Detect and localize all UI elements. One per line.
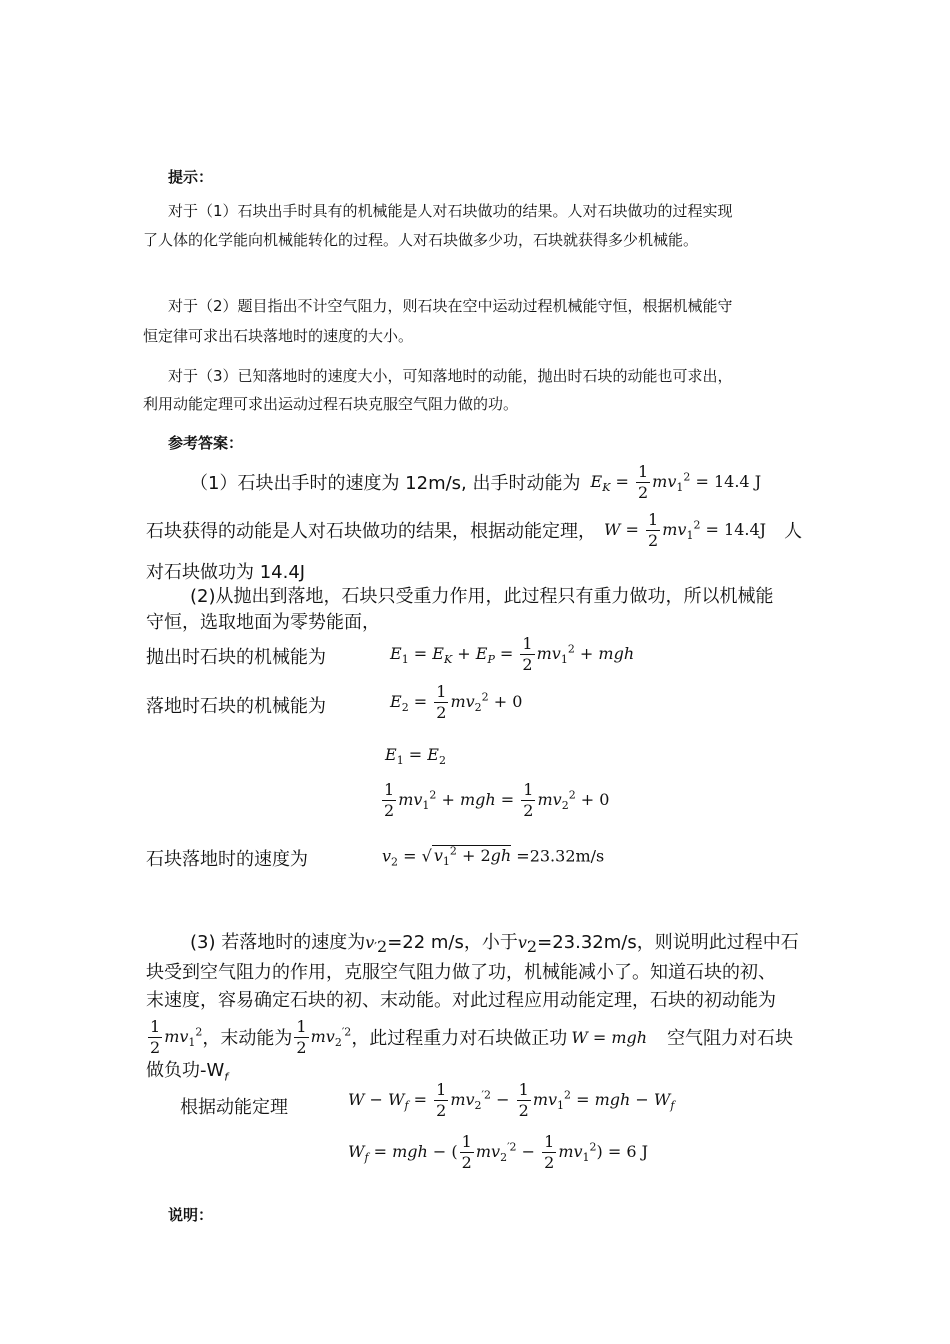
v2-label: 石块落地时的速度为	[146, 849, 308, 870]
v2-formula: $v_2$ = √ $v_1^2 + 2gh =23.32m/s$	[382, 845, 605, 869]
w-formula: W = $\frac{1}{2}$ $mv_1^2 = 14.4J$	[604, 509, 767, 550]
e1-formula: $E_1 = E_K + E_P$ = $\frac{1}{2}$ $mv_1^2$ + mgh	[390, 634, 635, 674]
theorem-label: 根据动能定理	[180, 1097, 288, 1118]
answer-3-line2: 块受到空气阻力的作用，克服空气阻力做了功，机械能减小了。知道石块的初、	[146, 962, 776, 983]
hint-p2-line2: 恒定律可求出石块落地时的速度的大小。	[143, 327, 414, 345]
hint-p1-line1: 对于（1）石块出手时具有的机械能是人对石块做功的结果。人对石块做功的过程实现	[168, 202, 733, 220]
answer-1-line1: （1）石块出手时的速度为 12m/s, 出手时动能为 $E_K$ = $\frac{1}{2}$ $mv_1^2 = 14.4$ J	[190, 461, 762, 502]
answer-heading: 参考答案：	[168, 434, 244, 452]
hint-p2-line1: 对于（2）题目指出不计空气阻力，则石块在空中运动过程机械能守恒，根据机械能守	[168, 297, 733, 315]
answer-3-line4: $\frac{1}{2}$ $mv_1^2$ ，末动能为 $\frac{1}{2}$ $mv_2^{'2}$ ，此过程重力对石块做正功 W = mgh 空气阻力对石块	[150, 1016, 794, 1057]
note-heading: 说明：	[168, 1206, 214, 1224]
answer-2-line1: (2)从抛出到落地，石块只受重力作用，此过程只有重力做功，所以机械能	[190, 586, 774, 607]
e1-label: 抛出时石块的机械能为	[146, 647, 326, 668]
hint-heading: 提示：	[168, 168, 214, 186]
e2-label: 落地时石块的机械能为	[146, 696, 326, 717]
answer-3-line1: (3) 若落地时的速度为$v'_2=22$ m/s，小于$v_2=23.32m/s$，则说明此过程中石	[190, 932, 799, 957]
answer-1-line2: 石块获得的动能是人对石块做功的结果，根据动能定理， W = $\frac{1}{2}$ $mv_1^2 = 14.4J$ 人	[146, 509, 803, 550]
wf-formula: $W_f$ = mgh − ( $\frac{1}{2}$ $mv_2^{'2}$ − $\frac{1}{2}$ $mv_1^2) = 6$ J	[348, 1132, 649, 1172]
hint-p1-line2: 了人体的化学能向机械能转化的过程。人对石块做多少功，石块就获得多少机械能。	[143, 231, 699, 249]
hint-p3-line2: 利用动能定理可求出运动过程石块克服空气阻力做的功。	[143, 395, 519, 413]
hint-p3-line1: 对于（3）已知落地时的速度大小，可知落地时的动能，抛出时石块的动能也可求出，	[168, 367, 733, 385]
answer-3-line3: 末速度，容易确定石块的初、末动能。对此过程应用动能定理，石块的初动能为	[146, 990, 776, 1011]
ek-formula: $E_K$ = $\frac{1}{2}$ $mv_1^2 = 14.4$ J	[590, 461, 762, 502]
answer-1-line3: 对石块做功为 14.4J	[146, 562, 306, 583]
energy-equation: $\frac{1}{2}$ $mv_1^2$ + mgh = $\frac{1}{2}$ $mv_2^2 + 0$	[384, 780, 610, 820]
e2-formula: $E_2$ = $\frac{1}{2}$ $mv_2^2 + 0$	[390, 682, 523, 722]
e1-equals-e2: $E_1 = E_2$	[385, 745, 446, 768]
work-energy-equation: $W - W_f$ = $\frac{1}{2}$ $mv_2^{'2}$ − $\frac{1}{2}$ $mv_1^2$ = mgh − $W_f$	[348, 1080, 675, 1120]
answer-2-line2: 守恒，选取地面为零势能面，	[146, 612, 380, 633]
answer-3-line5: 做负功$-W_f$	[146, 1060, 229, 1084]
